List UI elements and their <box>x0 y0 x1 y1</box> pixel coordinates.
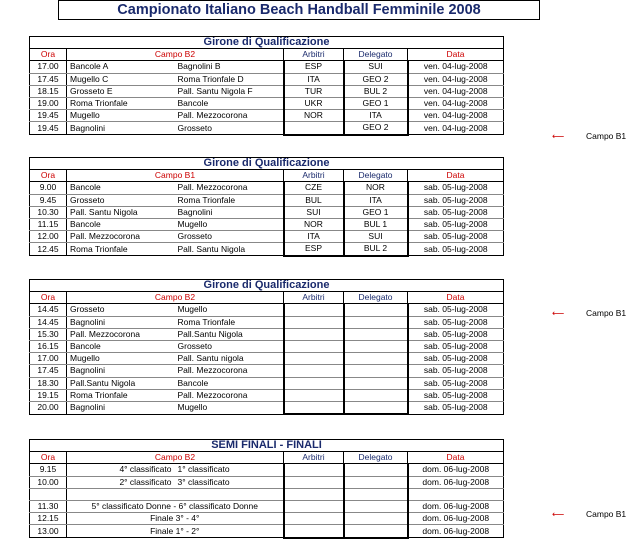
cell-delegato: GEO 2 <box>344 122 408 135</box>
cell-delegato <box>344 525 408 538</box>
cell-data: sab. 05-lug-2008 <box>408 328 504 340</box>
cell-team-b: Roma Trionfale D <box>175 73 284 85</box>
header-arbitri: Arbitri <box>284 170 344 182</box>
cell-data: sab. 05-lug-2008 <box>408 304 504 316</box>
table-row <box>30 231 504 243</box>
cell-ora: 12.45 <box>30 243 67 256</box>
cell-ora: 16.15 <box>30 340 67 352</box>
cell-team-a: Pall. Mezzocorona <box>67 231 175 243</box>
note-campo-b1-2 <box>552 308 626 319</box>
table-row <box>30 182 504 194</box>
cell-team-b: Grosseto <box>175 231 284 243</box>
cell-team-b: Mugello <box>175 218 284 230</box>
cell-arbitri <box>284 513 344 525</box>
table-row <box>30 218 504 230</box>
cell-ora: 19.45 <box>30 122 67 135</box>
cell-delegato <box>344 476 408 488</box>
header-data: Data <box>408 49 504 61</box>
cell-match: 5° classificato Donne - 6° classificato Donne <box>67 500 284 512</box>
section-title: Girone di Qualificazione <box>30 158 504 170</box>
cell-ora <box>30 488 67 500</box>
cell-arbitri: ITA <box>284 73 344 85</box>
header-campo: Campo B1 <box>67 170 284 182</box>
cell-delegato <box>344 488 408 500</box>
cell-ora: 15.30 <box>30 328 67 340</box>
cell-ora: 13.00 <box>30 525 67 538</box>
cell-arbitri: CZE <box>284 182 344 194</box>
table-row <box>30 243 504 256</box>
table-row <box>30 97 504 109</box>
cell-arbitri <box>284 122 344 135</box>
cell-data: ven. 04-lug-2008 <box>408 110 504 122</box>
header-delegato: Delegato <box>344 292 408 304</box>
cell-team-b: Pall. Santu Nigola F <box>175 85 284 97</box>
header-arbitri: Arbitri <box>284 292 344 304</box>
cell-ora: 18.15 <box>30 85 67 97</box>
cell-arbitri <box>284 476 344 488</box>
cell-delegato: NOR <box>344 182 408 194</box>
cell-team-a: Bagnolini <box>67 365 175 377</box>
cell-team-a: Mugello <box>67 110 175 122</box>
cell-arbitri: NOR <box>284 110 344 122</box>
cell-data: ven. 04-lug-2008 <box>408 122 504 135</box>
cell-team-a: Roma Trionfale <box>67 389 175 401</box>
header-arbitri: Arbitri <box>284 452 344 464</box>
cell-arbitri: ESP <box>284 61 344 73</box>
cell-arbitri <box>284 340 344 352</box>
header-data: Data <box>408 452 504 464</box>
cell-ora: 17.45 <box>30 73 67 85</box>
cell-delegato: GEO 1 <box>344 97 408 109</box>
cell-team-a: Pall. Mezzocorona <box>67 328 175 340</box>
note-campo-b1-1 <box>552 131 626 142</box>
table-row <box>30 353 504 365</box>
cell-team-a: Roma Trionfale <box>67 243 175 256</box>
schedule-table-1 <box>29 36 504 136</box>
table-row <box>30 61 504 73</box>
cell-data: sab. 05-lug-2008 <box>408 389 504 401</box>
table-row <box>30 194 504 206</box>
cell-team-b: Bancole <box>175 97 284 109</box>
schedule-table-4 <box>29 439 504 539</box>
cell-arbitri <box>284 316 344 328</box>
table-row <box>30 389 504 401</box>
cell-team-b: Pall. Mezzocorona <box>175 389 284 401</box>
table-row <box>30 304 504 316</box>
cell-data: sab. 05-lug-2008 <box>408 316 504 328</box>
cell-arbitri: SUI <box>284 206 344 218</box>
table-row <box>30 328 504 340</box>
cell-ora: 17.00 <box>30 61 67 73</box>
note-text: Campo B1 <box>586 131 627 141</box>
cell-delegato <box>344 304 408 316</box>
cell-data: ven. 04-lug-2008 <box>408 85 504 97</box>
cell-ora: 17.00 <box>30 353 67 365</box>
cell-team-a: Bancole <box>67 182 175 194</box>
cell-delegato: BUL 2 <box>344 85 408 97</box>
cell-delegato <box>344 389 408 401</box>
cell-arbitri <box>284 500 344 512</box>
note-campo-b1-3 <box>552 509 626 520</box>
cell-ora: 12.15 <box>30 513 67 525</box>
header-ora: Ora <box>30 49 67 61</box>
cell-team-a: Mugello C <box>67 73 175 85</box>
cell-delegato: GEO 2 <box>344 73 408 85</box>
cell-team-b: Pall. Mezzocorona <box>175 365 284 377</box>
cell-ora: 19.15 <box>30 389 67 401</box>
cell-team-b: Roma Trionfale <box>175 316 284 328</box>
cell-team-a: Grosseto E <box>67 85 175 97</box>
table-row <box>30 73 504 85</box>
cell-team-a: 2° classificato <box>67 476 175 488</box>
cell-data: dom. 06-lug-2008 <box>408 464 504 476</box>
cell-data: dom. 06-lug-2008 <box>408 525 504 538</box>
cell-match: Finale 1° - 2° <box>67 525 284 538</box>
cell-team-b: 1° classificato <box>175 464 284 476</box>
cell-ora: 14.45 <box>30 316 67 328</box>
cell-delegato <box>344 377 408 389</box>
cell-ora: 9.45 <box>30 194 67 206</box>
table-row <box>30 365 504 377</box>
cell-team-a: Roma Trionfale <box>67 97 175 109</box>
header-arbitri: Arbitri <box>284 49 344 61</box>
header-campo: Campo B2 <box>67 292 284 304</box>
cell-arbitri <box>284 401 344 414</box>
cell-arbitri <box>284 525 344 538</box>
table-row <box>30 110 504 122</box>
table-row <box>30 488 504 500</box>
cell-delegato <box>344 328 408 340</box>
cell-delegato <box>344 500 408 512</box>
cell-arbitri <box>284 389 344 401</box>
cell-match: Finale 3° - 4° <box>67 513 284 525</box>
cell-delegato: ITA <box>344 110 408 122</box>
cell-delegato: BUL 1 <box>344 218 408 230</box>
cell-data: sab. 05-lug-2008 <box>408 340 504 352</box>
schedule-table-3 <box>29 279 504 415</box>
cell-delegato <box>344 340 408 352</box>
cell-arbitri: TUR <box>284 85 344 97</box>
schedule-table-2 <box>29 157 504 257</box>
cell-team-b: Bancole <box>175 377 284 389</box>
cell-ora: 10.00 <box>30 476 67 488</box>
cell-data: ven. 04-lug-2008 <box>408 97 504 109</box>
cell-team-b: Grosseto <box>175 340 284 352</box>
note-text: Campo B1 <box>586 509 627 519</box>
cell-ora: 9.00 <box>30 182 67 194</box>
cell-ora: 10.30 <box>30 206 67 218</box>
cell-ora: 20.00 <box>30 401 67 414</box>
left-arrow-icon: ⟵ <box>552 131 565 141</box>
header-ora: Ora <box>30 452 67 464</box>
cell-team-a: Bancole A <box>67 61 175 73</box>
cell-team-a: Bagnolini <box>67 401 175 414</box>
cell-delegato <box>344 401 408 414</box>
cell-delegato: ITA <box>344 194 408 206</box>
cell-arbitri <box>284 365 344 377</box>
cell-team-a: Bagnolini <box>67 122 175 135</box>
cell-team-a: Mugello <box>67 353 175 365</box>
cell-data: dom. 06-lug-2008 <box>408 513 504 525</box>
section-title: Girone di Qualificazione <box>30 280 504 292</box>
table-row <box>30 464 504 476</box>
cell-team-b: Pall.Santu Nigola <box>175 328 284 340</box>
cell-arbitri <box>284 328 344 340</box>
header-campo: Campo B2 <box>67 452 284 464</box>
cell-team-a: Bancole <box>67 218 175 230</box>
cell-data: sab. 05-lug-2008 <box>408 182 504 194</box>
cell-ora: 11.15 <box>30 218 67 230</box>
cell-data: sab. 05-lug-2008 <box>408 231 504 243</box>
section-title: SEMI FINALI - FINALI <box>30 440 504 452</box>
cell-ora: 12.00 <box>30 231 67 243</box>
cell-delegato: SUI <box>344 61 408 73</box>
cell-ora: 19.45 <box>30 110 67 122</box>
cell-data: sab. 05-lug-2008 <box>408 353 504 365</box>
cell-delegato: SUI <box>344 231 408 243</box>
cell-team-b: Roma Trionfale <box>175 194 284 206</box>
cell-data <box>408 488 504 500</box>
cell-data: ven. 04-lug-2008 <box>408 61 504 73</box>
cell-arbitri <box>284 304 344 316</box>
cell-team-a: Bancole <box>67 340 175 352</box>
cell-ora: 14.45 <box>30 304 67 316</box>
cell-team-a: Bagnolini <box>67 316 175 328</box>
cell-data: sab. 05-lug-2008 <box>408 218 504 230</box>
cell-arbitri: ESP <box>284 243 344 256</box>
cell-arbitri <box>284 488 344 500</box>
table-row <box>30 476 504 488</box>
cell-team-b: Mugello <box>175 401 284 414</box>
header-delegato: Delegato <box>344 49 408 61</box>
cell-ora: 19.00 <box>30 97 67 109</box>
table-row <box>30 525 504 538</box>
cell-team-a: 4° classificato <box>67 464 175 476</box>
cell-delegato <box>344 365 408 377</box>
header-campo: Campo B2 <box>67 49 284 61</box>
header-ora: Ora <box>30 292 67 304</box>
cell-team-b: Bagnolini B <box>175 61 284 73</box>
cell-team-b <box>175 488 284 500</box>
cell-team-b: Grosseto <box>175 122 284 135</box>
cell-team-a: Pall.Santu Nigola <box>67 377 175 389</box>
cell-team-a: Grosseto <box>67 304 175 316</box>
cell-data: sab. 05-lug-2008 <box>408 377 504 389</box>
cell-ora: 9.15 <box>30 464 67 476</box>
cell-team-b: Pall. Mezzocorona <box>175 182 284 194</box>
cell-team-a: Grosseto <box>67 194 175 206</box>
left-arrow-icon: ⟵ <box>552 509 565 519</box>
header-ora: Ora <box>30 170 67 182</box>
table-row <box>30 122 504 135</box>
table-row <box>30 513 504 525</box>
cell-delegato: BUL 2 <box>344 243 408 256</box>
left-arrow-icon: ⟵ <box>552 308 565 318</box>
header-delegato: Delegato <box>344 170 408 182</box>
cell-team-a: Pall. Santu Nigola <box>67 206 175 218</box>
cell-ora: 11.30 <box>30 500 67 512</box>
cell-team-b: Pall. Santu nigola <box>175 353 284 365</box>
cell-team-a <box>67 488 175 500</box>
cell-arbitri: NOR <box>284 218 344 230</box>
section-title: Girone di Qualificazione <box>30 37 504 49</box>
table-row <box>30 206 504 218</box>
cell-delegato <box>344 316 408 328</box>
cell-team-b: 3° classificato <box>175 476 284 488</box>
page-title: Campionato Italiano Beach Handball Femminile 2008 <box>58 0 540 20</box>
cell-data: sab. 05-lug-2008 <box>408 365 504 377</box>
table-row <box>30 316 504 328</box>
cell-delegato <box>344 353 408 365</box>
cell-data: dom. 06-lug-2008 <box>408 500 504 512</box>
cell-arbitri <box>284 464 344 476</box>
cell-delegato: GEO 1 <box>344 206 408 218</box>
header-delegato: Delegato <box>344 452 408 464</box>
cell-data: ven. 04-lug-2008 <box>408 73 504 85</box>
cell-team-b: Pall. Santu Nigola <box>175 243 284 256</box>
table-row <box>30 340 504 352</box>
table-row <box>30 85 504 97</box>
cell-arbitri <box>284 353 344 365</box>
header-data: Data <box>408 292 504 304</box>
cell-team-b: Bagnolini <box>175 206 284 218</box>
cell-delegato <box>344 464 408 476</box>
header-data: Data <box>408 170 504 182</box>
cell-data: sab. 05-lug-2008 <box>408 194 504 206</box>
note-text: Campo B1 <box>586 308 627 318</box>
table-row <box>30 401 504 414</box>
table-row <box>30 377 504 389</box>
cell-team-b: Mugello <box>175 304 284 316</box>
cell-data: sab. 05-lug-2008 <box>408 401 504 414</box>
cell-data: sab. 05-lug-2008 <box>408 243 504 256</box>
cell-ora: 18.30 <box>30 377 67 389</box>
cell-arbitri <box>284 377 344 389</box>
cell-arbitri: UKR <box>284 97 344 109</box>
cell-delegato <box>344 513 408 525</box>
cell-arbitri: BUL <box>284 194 344 206</box>
cell-arbitri: ITA <box>284 231 344 243</box>
table-row <box>30 500 504 512</box>
cell-ora: 17.45 <box>30 365 67 377</box>
cell-data: sab. 05-lug-2008 <box>408 206 504 218</box>
cell-team-b: Pall. Mezzocorona <box>175 110 284 122</box>
cell-data: dom. 06-lug-2008 <box>408 476 504 488</box>
